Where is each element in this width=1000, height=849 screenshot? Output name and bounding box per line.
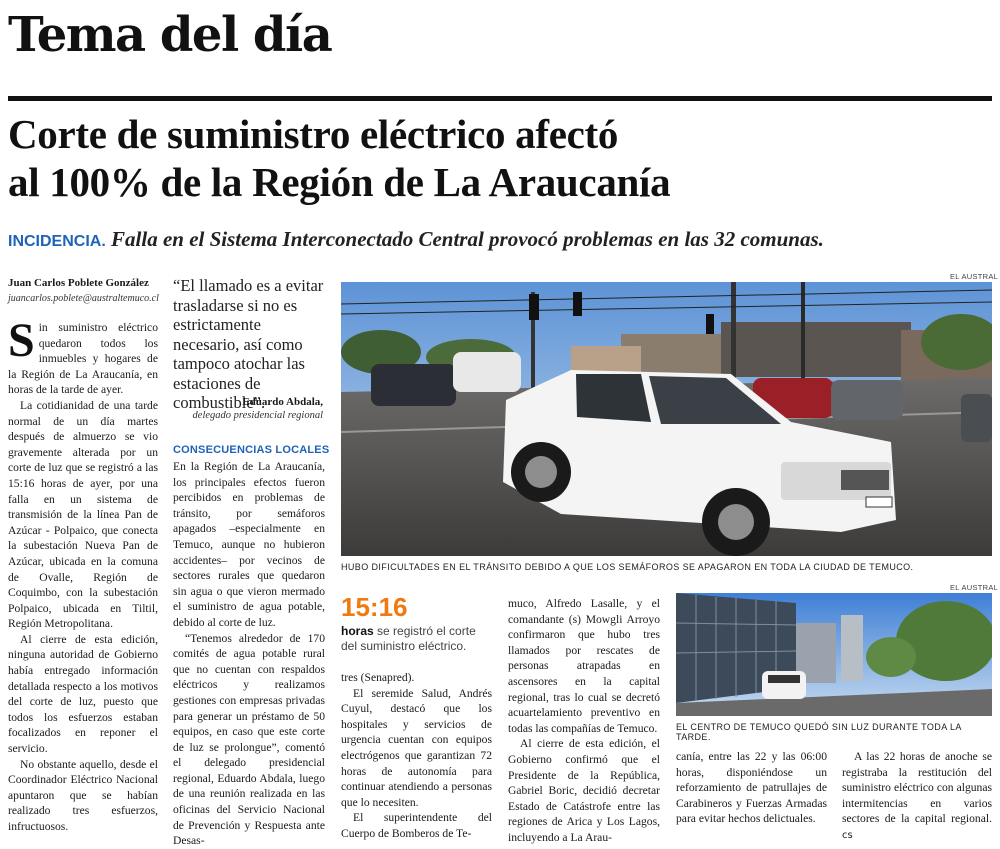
column-3	[341, 670, 492, 842]
stat-number: 15:16	[341, 592, 408, 622]
quote-role: delegado presidencial regional	[192, 410, 323, 421]
traffic-scene-image	[341, 282, 992, 556]
drop-cap: S	[8, 314, 35, 367]
quote-author: Eduardo Abdala,	[242, 396, 323, 408]
stat-label-text: se registró el corte del suministro eléctrico.	[341, 624, 476, 653]
paragraph: muco, Alfredo Lasalle, y el comandante (s) Mowgli Arroyo confirmaron que hubo tres llamados por rescates de personas atrapadas en ascensores en la capital regional, tras lo cual se decretó acuartelamiento preventivo en todas las compañías de Temuco.	[508, 597, 660, 735]
section-title: Tema del día	[8, 7, 332, 63]
column-1	[8, 314, 158, 835]
paragraph: Al cierre de esta edición, el Gobierno confirmó que el Presidente de la República, Gabriel Boric, decidió decretar Estado de Catástrofe entre las regiones de Arica y Los Lagos, incluyendo a La Arau-	[508, 737, 660, 844]
column-2	[173, 459, 325, 849]
column-5	[676, 749, 827, 827]
paragraph-text: in suministro eléctrico quedaron todos los inmuebles y hogares de la Región de La Araucanía, en horas de la tarde de ayer.	[8, 321, 158, 397]
end-mark: cs	[842, 829, 853, 841]
paragraph: El seremide Salud, Andrés Cuyul, destacó que los hospitales y servicios de urgencia cuentan con equipos electrógenos que garantizan 72 horas de autonomía para continuar atendiendo a personas que lo necesiten.	[341, 686, 492, 809]
photo-credit: EL AUSTRAL	[950, 272, 999, 281]
paragraph: En la Región de La Araucanía, los principales efectos fueron percibidos en problemas de tránsito, por semáforos apagados –especialmente en Temuco, aunque no hubieron accidentes– por vecinos de sectores rurales que quedaron sin agua o que vieron mermado el suministro de agua potable, debido al corte de luz.	[173, 460, 325, 629]
deck-kicker: INCIDENCIA.	[8, 233, 106, 250]
headline-line-2: al 100% de la Región de La Araucanía	[8, 159, 671, 205]
city-center-photo	[676, 593, 992, 716]
city-center-image	[676, 593, 992, 716]
deck-text: Falla en el Sistema Interconectado Central provocó problemas en las 32 comunas.	[111, 227, 824, 251]
deck	[8, 224, 998, 257]
photo-caption: EL CENTRO DE TEMUCO QUEDÓ SIN LUZ DURANTE TODA LA TARDE.	[676, 722, 962, 742]
byline	[8, 276, 168, 306]
paragraph: “Tenemos alrededor de 170 comités de agua potable rural que no cuentan con respaldos eléctricos y realizamos gestiones con empresas privadas para generar un préstamo de 50 equipos, en caso que este corte de luz se prolongue”, comentó el delegado presidencial regional, Eduardo Abdala, luego de una reunión realizada en las oficinas del Servicio Nacional de Prevención y Respuesta ante Desas-	[173, 631, 325, 848]
paragraph: No obstante aquello, desde el Coordinador Eléctrico Nacional apuntaron que se habían realizado tres esfuerzos, infructuosos.	[8, 757, 158, 833]
pull-quote: “El llamado es a evitar trasladarse si no es estrictamente necesario, así como tampoco atochar las estaciones de combustible”.	[173, 276, 324, 412]
stat-label	[341, 624, 491, 654]
street-photo	[341, 282, 992, 556]
paragraph: Al cierre de esta edición, ninguna autoridad de Gobierno había entregado información detallada respecto a los motivos del corte de luz, puesto que todos los esfuerzos estaban focalizados en reponer el servicio.	[8, 632, 158, 756]
paragraph: El superintendente del Cuerpo de Bomberos de Te-	[341, 811, 492, 840]
photo-caption: HUBO DIFICULTADES EN EL TRÁNSITO DEBIDO A QUE LOS SEMÁFOROS SE APAGARON EN TODA LA CIUDAD DE TEMUCO.	[341, 562, 914, 572]
column-4	[508, 596, 660, 846]
headline	[8, 110, 998, 206]
paragraph	[8, 314, 158, 398]
paragraph: tres (Senapred).	[341, 671, 415, 684]
paragraph: canía, entre las 22 y las 06:00 horas, disponiéndose un reforzamiento de patrullajes de Carabineros y Fuerzas Armadas para evitar hechos delictuales.	[676, 750, 827, 826]
byline-name: Juan Carlos Poblete González	[8, 277, 149, 289]
paragraph: La cotidianidad de una tarde normal de un día martes después de almuerzo se vio gravemente alterada por un corte de luz que se registró a las 15:16 horas de ayer, por una falla en un sistema de transmisión de la línea Pan de Azúcar - Polpaico, que conecta la subestación Nueva Pan de Azúcar, ubicada en la comuna de Ovalle, Región de Coquimbo, con la subestación Polpaico, ubicada en Tiltil, Región Metropolitana.	[8, 398, 158, 631]
subhead: CONSECUENCIAS LOCALES	[173, 444, 330, 456]
headline-line-1: Corte de suministro eléctrico afectó	[8, 111, 619, 157]
header-rule	[8, 96, 992, 101]
paragraph-text: A las 22 horas de anoche se registraba la restitución del suministro eléctrico con algunas intermitencias en varios sectores de la capital regional.	[842, 750, 992, 826]
paragraph	[842, 749, 992, 844]
stat-label-bold: horas	[341, 624, 374, 638]
photo-credit: EL AUSTRAL	[950, 583, 999, 592]
byline-email: juancarlos.poblete@australtemuco.cl	[8, 293, 159, 304]
column-6	[842, 749, 992, 844]
